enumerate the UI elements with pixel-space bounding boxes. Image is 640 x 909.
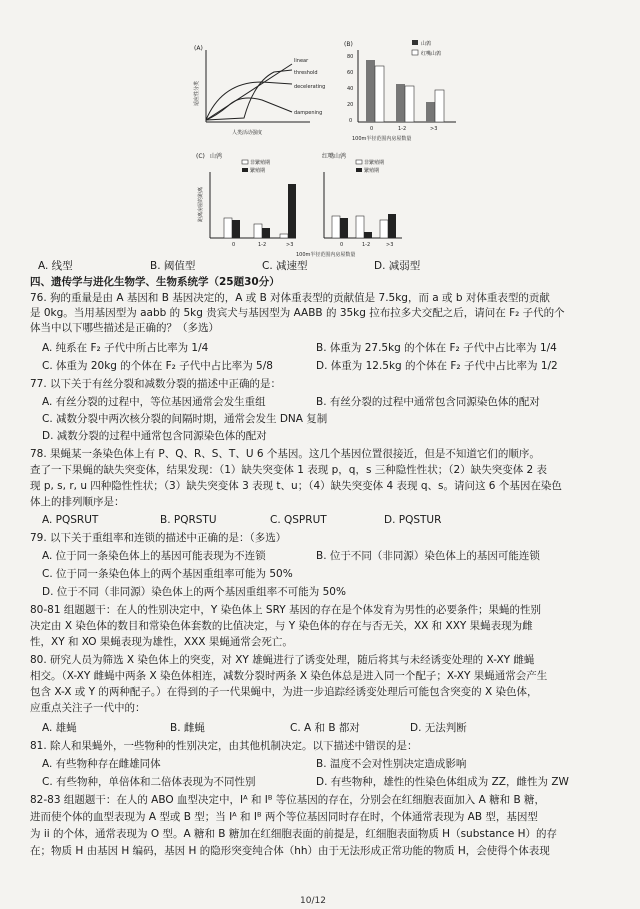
curve-linear: linear <box>294 58 309 64</box>
intro-80-line-3: 性，XY 和 XO 果蝇表现为雄性，XXX 果蝇通常会死亡。 <box>30 636 293 648</box>
svg-text:>3: >3 <box>386 242 394 248</box>
q81-option-a: A. 有些物种存在雌雄同体 <box>42 758 161 770</box>
q81-option-d: D. 有些物种，雄性的性染色体组成为 ZZ，雌性为 ZW <box>316 776 569 788</box>
curve-threshold: threshold <box>294 70 318 76</box>
q80-stem-4: 应重点关注子一代中的： <box>30 702 146 714</box>
svg-text:80: 80 <box>347 54 354 60</box>
q80-option-d: D. 无法判断 <box>410 722 467 734</box>
q78-stem-1: 78. 果蝇某一条染色体上有 P、Q、R、S、T、U 6 个基因。这几个基因位置很接近，但是不知道它们的顺序。 <box>30 448 540 460</box>
legend-chough: 红嘴山鹑 <box>421 51 442 57</box>
svg-text:非繁殖期: 非繁殖期 <box>364 160 385 166</box>
intro-80-line-1: 80-81 组题题干：在人的性别决定中，Y 染色体上 SRY 基因的存在是个体发育为男性的必要条件；果蝇的性别 <box>30 604 541 616</box>
q79-option-c: C. 位于同一条染色体上的两个基因重组率可能为 50% <box>42 568 293 580</box>
svg-text:0: 0 <box>232 242 236 248</box>
bar-b-1-partridge <box>396 84 405 122</box>
intro-82-line-4: 在；物质 H 由基因 H 编码，基因 H 的隐形突变纯合体（hh）由于无法形成正常功能的物质 H，会使得个体表现 <box>30 845 550 857</box>
svg-text:0: 0 <box>340 242 344 248</box>
q80-option-b: B. 雌蝇 <box>170 722 205 734</box>
q81-option-c: C. 有些物种，单倍体和二倍体表现为不同性别 <box>42 776 256 788</box>
q79-option-d: D. 位于不同（非同源）染色体上的两个基因重组率不可能为 50% <box>42 586 346 598</box>
bar-c-left-0-breeding <box>232 220 240 238</box>
svg-text:1-2: 1-2 <box>362 242 371 248</box>
panel-c-tag: (C) <box>196 153 205 160</box>
svg-text:非繁殖期: 非繁殖期 <box>250 160 271 166</box>
curve-dampening: dampening <box>294 110 323 116</box>
panel-a-ylabel: 适应性分类 <box>194 80 200 106</box>
figure-panel-a <box>192 42 342 142</box>
q80-option-c: C. A 和 B 都对 <box>290 722 360 734</box>
q81-stem: 81. 除人和果蝇外，一些物种的性别决定，由其他机制决定。以下描述中错误的是： <box>30 740 418 752</box>
panel-a-xlabel: 人类活动强度 <box>232 130 263 136</box>
svg-text:繁殖期: 繁殖期 <box>250 168 266 174</box>
q76-option-b: B. 体重为 27.5kg 的个体在 F₂ 子代中占比率为 1/4 <box>316 342 557 354</box>
panel-c-left-title: 山鹑 <box>210 153 223 160</box>
panel-c-xlabel: 100m半径范围内房屋数量 <box>296 252 356 258</box>
svg-text:1-2: 1-2 <box>258 242 267 248</box>
legend-partridge: 山鹑 <box>421 41 432 47</box>
svg-text:0: 0 <box>370 126 374 132</box>
bar-c-left-2-nonbreeding <box>280 234 288 238</box>
section-title: 四、遗传学与进化生物学、生物系统学（25题30分） <box>30 276 280 288</box>
panel-b-xlabel: 100m半径范围内房屋数量 <box>352 136 412 142</box>
q79-option-a: A. 位于同一条染色体上的基因可能表现为不连锁 <box>42 550 266 562</box>
page-number: 10/12 <box>300 896 326 906</box>
intro-82-line-3: 为 ii 的个体，通常表现为 O 型。A 糖和 B 糖加在红细胞表面的前提是，红细胞表面物质 H（substance H）的存 <box>30 828 558 840</box>
q76-option-d: D. 体重为 12.5kg 的个体在 F₂ 子代中占比率为 1/2 <box>316 360 558 372</box>
intro-82-line-2: 进而使个体的血型表现为 A 型或 B 型；当 Iᴬ 和 Iᴮ 两个等位基因同时存在时，个体通常表现为 AB 型，基因型 <box>30 811 538 823</box>
q76-stem-1: 76. 狗的重量是由 A 基因和 B 基因决定的，A 或 B 对体重表型的贡献值是 7.5kg，而 a 或 b 对体重表型的贡献 <box>30 292 550 304</box>
q80-stem-3: 包含 X-X 或 Y 的两种配子。）在得到的子一代果蝇中，为进一步追踪经诱变处理后可能包含突变的 X 染色体， <box>30 686 538 698</box>
intro-82-line-1: 82-83 组题题干：在人的 ABO 血型决定中，Iᴬ 和 Iᴮ 等位基因的存在，分别会在红细胞表面加入 A 糖和 B 糖， <box>30 794 545 806</box>
bar-c-left-1-breeding <box>262 228 270 238</box>
panel-c-right-title: 红嘴山鹑 <box>322 153 347 160</box>
q78-stem-2: 查了一下果蝇的缺失突变体，结果发现：（1）缺失突变体 1 表现 p，q，s 三种隐性性状；（2）缺失突变体 2 表 <box>30 464 548 476</box>
bar-c-left-1-nonbreeding <box>254 224 262 238</box>
q77-option-b: B. 有丝分裂的过程中通常包含同源染色体的配对 <box>316 396 540 408</box>
bar-b-2-chough <box>435 90 444 122</box>
panel-c-ylabel: 距离房屋的距离 <box>198 186 204 222</box>
q77-option-a: A. 有丝分裂的过程中，等位基因通常会发生重组 <box>42 396 266 408</box>
svg-text:>3: >3 <box>286 242 294 248</box>
fig-option-b: B. 阈值型 <box>150 260 196 272</box>
svg-text:繁殖期: 繁殖期 <box>364 168 380 174</box>
svg-text:1-2: 1-2 <box>398 126 407 132</box>
bar-c-right-0-nonbreeding <box>332 216 340 238</box>
q78-option-c: C. QSPRUT <box>270 514 327 526</box>
bar-c-right-2-breeding <box>388 214 396 238</box>
bar-c-right-2-nonbreeding <box>380 220 388 238</box>
bar-b-2-partridge <box>426 102 435 122</box>
bar-c-right-0-breeding <box>340 218 348 238</box>
bar-c-right-1-breeding <box>364 232 372 238</box>
bar-c-right-1-nonbreeding <box>356 216 364 238</box>
legend-swatch-chough <box>412 50 418 55</box>
fig-option-c: C. 减速型 <box>262 260 308 272</box>
q78-option-b: B. PQRSTU <box>160 514 217 526</box>
q77-option-c: C. 减数分裂中两次核分裂的间隔时期，通常会发生 DNA 复制 <box>42 413 328 425</box>
q76-option-a: A. 纯系在 F₂ 子代中所占比率为 1/4 <box>42 342 209 354</box>
q78-stem-3: 现 p, s, r, u 四种隐性性状；（3）缺失突变体 3 表现 t、u；（4）缺失突变体 4 表现 q、s。请问这 6 个基因在染色 <box>30 480 562 492</box>
intro-80-line-2: 决定由 X 染色体的数目和常染色体套数的比值决定，与 Y 染色体的存在与否无关，XX 和 XXY 果蝇表现为雌 <box>30 620 533 632</box>
legend-swatch-partridge <box>412 40 418 45</box>
panel-b-tag: (B) <box>344 41 353 48</box>
bar-b-0-chough <box>375 66 384 122</box>
q79-stem: 79. 以下关于重组率和连锁的描述中正确的是：（多选） <box>30 532 287 544</box>
fig-option-a: A. 线型 <box>38 260 73 272</box>
q76-stem-2: 是 0kg。当用基因型为 aabb 的 5kg 贵宾犬与基因型为 AABB 的 35kg 拉布拉多犬交配之后，请问在 F₂ 子代的个 <box>30 307 565 319</box>
bar-b-0-partridge <box>366 60 375 122</box>
q78-option-a: A. PQSRUT <box>42 514 99 526</box>
q79-option-b: B. 位于不同（非同源）染色体上的基因可能连锁 <box>316 550 540 562</box>
q76-option-c: C. 体重为 20kg 的个体在 F₂ 子代中占比率为 5/8 <box>42 360 273 372</box>
figure-panel-b <box>344 36 464 146</box>
bar-c-left-2-breeding <box>288 184 296 238</box>
q77-stem: 77. 以下关于有丝分裂和减数分裂的描述中正确的是： <box>30 378 282 390</box>
panel-a-tag: (A) <box>194 45 203 52</box>
svg-text:60: 60 <box>347 70 354 76</box>
q77-option-d: D. 减数分裂的过程中通常包含同源染色体的配对 <box>42 430 267 442</box>
q80-option-a: A. 雄蝇 <box>42 722 77 734</box>
bar-c-left-0-nonbreeding <box>224 218 232 238</box>
q80-stem-1: 80. 研究人员为筛选 X 染色体上的突变，对 XY 雄蝇进行了诱变处理，随后将其与未经诱变处理的 X-XY 雌蝇 <box>30 654 535 666</box>
q80-stem-2: 相交。（X-XY 雌蝇中两条 X 染色体相连，减数分裂时两条 X 染色体总是进入同一个配子；X-XY 果蝇通常会产生 <box>30 670 548 682</box>
curve-decelerating: decelerating <box>294 84 326 90</box>
bar-b-1-chough <box>405 86 414 122</box>
svg-text:0: 0 <box>349 118 353 124</box>
svg-text:20: 20 <box>347 102 354 108</box>
svg-text:40: 40 <box>347 86 354 92</box>
fig-option-d: D. 减弱型 <box>374 260 421 272</box>
q78-stem-4: 体上的排列顺序是： <box>30 496 125 508</box>
q81-option-b: B. 温度不会对性别决定造成影响 <box>316 758 467 770</box>
figure-panel-c <box>196 148 406 260</box>
q78-option-d: D. PQSTUR <box>384 514 442 526</box>
q76-stem-3: 体当中以下哪些描述是正确的？（多选） <box>30 322 219 334</box>
svg-text:>3: >3 <box>430 126 438 132</box>
